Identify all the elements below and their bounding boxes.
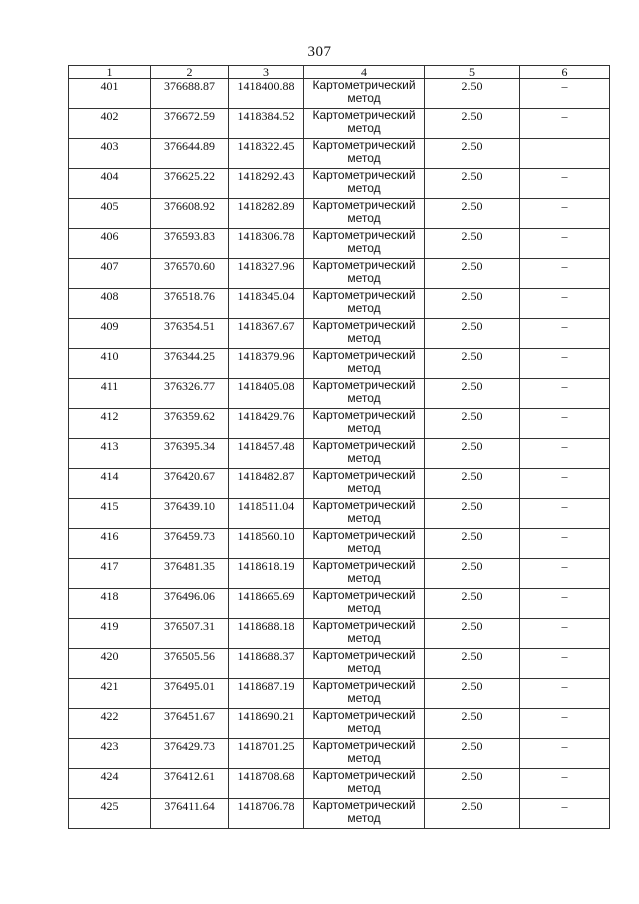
cell-coord-y: 1418687.19 bbox=[229, 679, 304, 709]
cell-accuracy: 2.50 bbox=[425, 109, 520, 139]
method-line-1: Картометрический bbox=[312, 318, 416, 332]
method-line-2: метод bbox=[347, 421, 381, 435]
cell-coord-x: 376344.25 bbox=[151, 349, 229, 379]
method-line-1: Картометрический bbox=[312, 258, 416, 272]
cell-accuracy: 2.50 bbox=[425, 529, 520, 559]
cell-point-number: 408 bbox=[69, 289, 151, 319]
cell-note: – bbox=[520, 769, 610, 799]
cell-note: – bbox=[520, 679, 610, 709]
cell-coord-x: 376672.59 bbox=[151, 109, 229, 139]
table-row bbox=[69, 559, 610, 589]
cell-method bbox=[304, 649, 425, 679]
cell-coord-y: 1418306.78 bbox=[229, 229, 304, 259]
cell-coord-y: 1418379.96 bbox=[229, 349, 304, 379]
table-row bbox=[69, 739, 610, 769]
cell-accuracy: 2.50 bbox=[425, 769, 520, 799]
cell-point-number: 402 bbox=[69, 109, 151, 139]
method-line-2: метод bbox=[347, 451, 381, 465]
cell-note: – bbox=[520, 409, 610, 439]
table-row bbox=[69, 439, 610, 469]
cell-accuracy: 2.50 bbox=[425, 739, 520, 769]
table-row bbox=[69, 319, 610, 349]
cell-point-number: 424 bbox=[69, 769, 151, 799]
table-row bbox=[69, 349, 610, 379]
method-line-2: метод bbox=[347, 511, 381, 525]
cell-accuracy: 2.50 bbox=[425, 799, 520, 829]
cell-coord-x: 376439.10 bbox=[151, 499, 229, 529]
cell-method bbox=[304, 289, 425, 319]
cell-accuracy: 2.50 bbox=[425, 589, 520, 619]
method-line-2: метод bbox=[347, 121, 381, 135]
table-row bbox=[69, 139, 610, 169]
method-line-2: метод bbox=[347, 211, 381, 225]
cell-point-number: 411 bbox=[69, 379, 151, 409]
cell-coord-y: 1418345.04 bbox=[229, 289, 304, 319]
table-row bbox=[69, 289, 610, 319]
cell-method bbox=[304, 349, 425, 379]
cell-coord-y: 1418429.76 bbox=[229, 409, 304, 439]
cell-method bbox=[304, 109, 425, 139]
table-row bbox=[69, 409, 610, 439]
table-row bbox=[69, 469, 610, 499]
cell-note: – bbox=[520, 319, 610, 349]
cell-note: – bbox=[520, 469, 610, 499]
cell-accuracy: 2.50 bbox=[425, 709, 520, 739]
cell-accuracy: 2.50 bbox=[425, 559, 520, 589]
cell-point-number: 407 bbox=[69, 259, 151, 289]
cell-method bbox=[304, 409, 425, 439]
cell-coord-y: 1418384.52 bbox=[229, 109, 304, 139]
cell-coord-x: 376608.92 bbox=[151, 199, 229, 229]
cell-coord-y: 1418292.43 bbox=[229, 169, 304, 199]
method-line-1: Картометрический bbox=[312, 378, 416, 392]
method-line-2: метод bbox=[347, 331, 381, 345]
cell-coord-y: 1418327.96 bbox=[229, 259, 304, 289]
cell-note: – bbox=[520, 799, 610, 829]
cell-coord-x: 376411.64 bbox=[151, 799, 229, 829]
cell-accuracy: 2.50 bbox=[425, 289, 520, 319]
method-line-1: Картометрический bbox=[312, 558, 416, 572]
method-line-1: Картометрический bbox=[312, 198, 416, 212]
method-line-1: Картометрический bbox=[312, 768, 416, 782]
cell-coord-y: 1418690.21 bbox=[229, 709, 304, 739]
cell-point-number: 425 bbox=[69, 799, 151, 829]
cell-note: – bbox=[520, 259, 610, 289]
method-line-2: метод bbox=[347, 541, 381, 555]
table-row bbox=[69, 199, 610, 229]
cell-method bbox=[304, 79, 425, 109]
method-line-1: Картометрический bbox=[312, 78, 416, 92]
cell-accuracy: 2.50 bbox=[425, 379, 520, 409]
cell-method bbox=[304, 769, 425, 799]
cell-point-number: 413 bbox=[69, 439, 151, 469]
method-line-1: Картометрический bbox=[312, 528, 416, 542]
cell-note: – bbox=[520, 439, 610, 469]
cell-method bbox=[304, 199, 425, 229]
method-line-2: метод bbox=[347, 151, 381, 165]
cell-coord-x: 376395.34 bbox=[151, 439, 229, 469]
method-line-1: Картометрический bbox=[312, 798, 416, 812]
cell-point-number: 417 bbox=[69, 559, 151, 589]
header-col-1: 1 bbox=[69, 66, 151, 79]
cell-point-number: 418 bbox=[69, 589, 151, 619]
table-row bbox=[69, 109, 610, 139]
method-line-1: Картометрический bbox=[312, 288, 416, 302]
method-line-1: Картометрический bbox=[312, 348, 416, 362]
table-row bbox=[69, 679, 610, 709]
method-line-2: метод bbox=[347, 481, 381, 495]
method-line-2: метод bbox=[347, 181, 381, 195]
cell-method bbox=[304, 169, 425, 199]
cell-point-number: 422 bbox=[69, 709, 151, 739]
cell-coord-x: 376593.83 bbox=[151, 229, 229, 259]
cell-coord-y: 1418511.04 bbox=[229, 499, 304, 529]
method-line-1: Картометрический bbox=[312, 228, 416, 242]
cell-coord-y: 1418706.78 bbox=[229, 799, 304, 829]
table-row bbox=[69, 649, 610, 679]
method-line-1: Картометрический bbox=[312, 498, 416, 512]
cell-method bbox=[304, 229, 425, 259]
method-line-1: Картометрический bbox=[312, 678, 416, 692]
cell-note: – bbox=[520, 649, 610, 679]
cell-note bbox=[520, 139, 610, 169]
cell-point-number: 405 bbox=[69, 199, 151, 229]
cell-note: – bbox=[520, 529, 610, 559]
cell-coord-x: 376644.89 bbox=[151, 139, 229, 169]
cell-note: – bbox=[520, 349, 610, 379]
cell-note: – bbox=[520, 109, 610, 139]
table-row bbox=[69, 769, 610, 799]
cell-accuracy: 2.50 bbox=[425, 139, 520, 169]
cell-note: – bbox=[520, 79, 610, 109]
cell-point-number: 419 bbox=[69, 619, 151, 649]
cell-coord-y: 1418701.25 bbox=[229, 739, 304, 769]
method-line-1: Картометрический bbox=[312, 408, 416, 422]
header-col-6: 6 bbox=[520, 66, 610, 79]
header-col-5: 5 bbox=[425, 66, 520, 79]
cell-point-number: 410 bbox=[69, 349, 151, 379]
method-line-2: метод bbox=[347, 811, 381, 825]
cell-coord-y: 1418282.89 bbox=[229, 199, 304, 229]
cell-coord-y: 1418618.19 bbox=[229, 559, 304, 589]
header-col-3: 3 bbox=[229, 66, 304, 79]
cell-coord-x: 376459.73 bbox=[151, 529, 229, 559]
table-body bbox=[69, 79, 610, 829]
method-line-2: метод bbox=[347, 601, 381, 615]
cell-accuracy: 2.50 bbox=[425, 619, 520, 649]
cell-accuracy: 2.50 bbox=[425, 679, 520, 709]
method-line-1: Картометрический bbox=[312, 648, 416, 662]
header-col-2: 2 bbox=[151, 66, 229, 79]
cell-coord-x: 376412.61 bbox=[151, 769, 229, 799]
cell-accuracy: 2.50 bbox=[425, 229, 520, 259]
page-number: 307 bbox=[307, 44, 332, 60]
cell-note: – bbox=[520, 559, 610, 589]
cell-accuracy: 2.50 bbox=[425, 409, 520, 439]
cell-method bbox=[304, 319, 425, 349]
method-line-2: метод bbox=[347, 691, 381, 705]
cell-method bbox=[304, 589, 425, 619]
cell-point-number: 406 bbox=[69, 229, 151, 259]
method-line-1: Картометрический bbox=[312, 138, 416, 152]
method-line-2: метод bbox=[347, 571, 381, 585]
cell-coord-x: 376505.56 bbox=[151, 649, 229, 679]
cell-accuracy: 2.50 bbox=[425, 319, 520, 349]
table-row bbox=[69, 619, 610, 649]
cell-coord-y: 1418482.87 bbox=[229, 469, 304, 499]
cell-method bbox=[304, 709, 425, 739]
table-row bbox=[69, 709, 610, 739]
cell-coord-x: 376429.73 bbox=[151, 739, 229, 769]
cell-point-number: 415 bbox=[69, 499, 151, 529]
method-line-2: метод bbox=[347, 241, 381, 255]
cell-coord-x: 376481.35 bbox=[151, 559, 229, 589]
method-line-2: метод bbox=[347, 631, 381, 645]
method-line-1: Картометрический bbox=[312, 588, 416, 602]
method-line-2: метод bbox=[347, 301, 381, 315]
table-header-row bbox=[69, 66, 610, 79]
cell-coord-x: 376507.31 bbox=[151, 619, 229, 649]
method-line-2: метод bbox=[347, 361, 381, 375]
cell-method bbox=[304, 499, 425, 529]
cell-accuracy: 2.50 bbox=[425, 439, 520, 469]
cell-point-number: 421 bbox=[69, 679, 151, 709]
cell-method bbox=[304, 139, 425, 169]
cell-method bbox=[304, 469, 425, 499]
cell-accuracy: 2.50 bbox=[425, 349, 520, 379]
cell-note: – bbox=[520, 739, 610, 769]
cell-point-number: 409 bbox=[69, 319, 151, 349]
method-line-2: метод bbox=[347, 391, 381, 405]
cell-point-number: 414 bbox=[69, 469, 151, 499]
cell-accuracy: 2.50 bbox=[425, 79, 520, 109]
cell-method bbox=[304, 679, 425, 709]
table-row bbox=[69, 229, 610, 259]
cell-coord-y: 1418400.88 bbox=[229, 79, 304, 109]
method-line-1: Картометрический bbox=[312, 618, 416, 632]
cell-method bbox=[304, 529, 425, 559]
coordinates-table bbox=[68, 65, 610, 829]
cell-point-number: 401 bbox=[69, 79, 151, 109]
cell-coord-y: 1418665.69 bbox=[229, 589, 304, 619]
cell-coord-y: 1418457.48 bbox=[229, 439, 304, 469]
table-row bbox=[69, 259, 610, 289]
table-row bbox=[69, 379, 610, 409]
cell-coord-y: 1418688.37 bbox=[229, 649, 304, 679]
method-line-1: Картометрический bbox=[312, 708, 416, 722]
cell-method bbox=[304, 559, 425, 589]
cell-method bbox=[304, 259, 425, 289]
cell-point-number: 420 bbox=[69, 649, 151, 679]
table-row bbox=[69, 529, 610, 559]
cell-coord-x: 376451.67 bbox=[151, 709, 229, 739]
cell-coord-y: 1418322.45 bbox=[229, 139, 304, 169]
cell-coord-y: 1418688.18 bbox=[229, 619, 304, 649]
cell-accuracy: 2.50 bbox=[425, 499, 520, 529]
cell-accuracy: 2.50 bbox=[425, 649, 520, 679]
method-line-1: Картометрический bbox=[312, 108, 416, 122]
cell-coord-x: 376495.01 bbox=[151, 679, 229, 709]
cell-coord-x: 376326.77 bbox=[151, 379, 229, 409]
table-row bbox=[69, 499, 610, 529]
cell-point-number: 403 bbox=[69, 139, 151, 169]
table-row bbox=[69, 169, 610, 199]
cell-note: – bbox=[520, 289, 610, 319]
cell-coord-y: 1418560.10 bbox=[229, 529, 304, 559]
cell-accuracy: 2.50 bbox=[425, 259, 520, 289]
cell-coord-x: 376496.06 bbox=[151, 589, 229, 619]
method-line-2: метод bbox=[347, 661, 381, 675]
cell-coord-x: 376354.51 bbox=[151, 319, 229, 349]
table-row bbox=[69, 589, 610, 619]
table-row bbox=[69, 799, 610, 829]
cell-coord-y: 1418708.68 bbox=[229, 769, 304, 799]
method-line-2: метод bbox=[347, 751, 381, 765]
cell-coord-x: 376570.60 bbox=[151, 259, 229, 289]
cell-note: – bbox=[520, 199, 610, 229]
cell-accuracy: 2.50 bbox=[425, 199, 520, 229]
table-row bbox=[69, 79, 610, 109]
cell-note: – bbox=[520, 589, 610, 619]
cell-method bbox=[304, 619, 425, 649]
cell-coord-x: 376420.67 bbox=[151, 469, 229, 499]
cell-note: – bbox=[520, 619, 610, 649]
method-line-1: Картометрический bbox=[312, 438, 416, 452]
cell-point-number: 412 bbox=[69, 409, 151, 439]
cell-coord-x: 376625.22 bbox=[151, 169, 229, 199]
cell-method bbox=[304, 439, 425, 469]
method-line-2: метод bbox=[347, 91, 381, 105]
cell-point-number: 416 bbox=[69, 529, 151, 559]
method-line-2: метод bbox=[347, 781, 381, 795]
method-line-1: Картометрический bbox=[312, 738, 416, 752]
cell-method bbox=[304, 379, 425, 409]
cell-coord-y: 1418405.08 bbox=[229, 379, 304, 409]
cell-point-number: 423 bbox=[69, 739, 151, 769]
cell-coord-x: 376518.76 bbox=[151, 289, 229, 319]
method-line-1: Картометрический bbox=[312, 168, 416, 182]
header-col-4: 4 bbox=[304, 66, 425, 79]
method-line-1: Картометрический bbox=[312, 468, 416, 482]
method-line-2: метод bbox=[347, 721, 381, 735]
cell-method bbox=[304, 799, 425, 829]
cell-method bbox=[304, 739, 425, 769]
cell-point-number: 404 bbox=[69, 169, 151, 199]
cell-coord-y: 1418367.67 bbox=[229, 319, 304, 349]
cell-note: – bbox=[520, 379, 610, 409]
cell-note: – bbox=[520, 709, 610, 739]
cell-note: – bbox=[520, 229, 610, 259]
cell-note: – bbox=[520, 499, 610, 529]
method-line-2: метод bbox=[347, 271, 381, 285]
cell-note: – bbox=[520, 169, 610, 199]
cell-accuracy: 2.50 bbox=[425, 469, 520, 499]
cell-coord-x: 376359.62 bbox=[151, 409, 229, 439]
cell-coord-x: 376688.87 bbox=[151, 79, 229, 109]
cell-accuracy: 2.50 bbox=[425, 169, 520, 199]
